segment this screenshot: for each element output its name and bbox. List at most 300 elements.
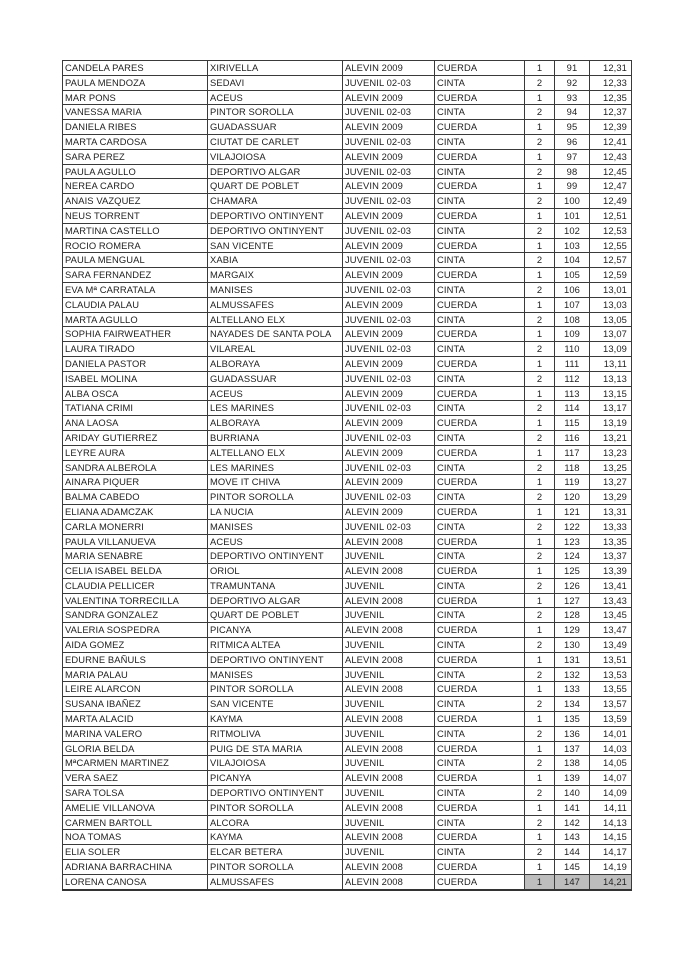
group-cell: 1 <box>525 327 555 342</box>
order-number-cell: 105 <box>555 268 590 283</box>
time-cell: 13,23 <box>590 445 632 460</box>
order-number-cell: 126 <box>555 578 590 593</box>
table-row <box>63 667 632 682</box>
category-cell: ALEVIN 2009 <box>343 445 435 460</box>
table-row <box>63 741 632 756</box>
category-cell: ALEVIN 2008 <box>343 682 435 697</box>
apparatus-cell: CINTA <box>435 194 525 209</box>
apparatus-cell: CUERDA <box>435 771 525 786</box>
apparatus-cell: CUERDA <box>435 416 525 431</box>
club-cell: KAYMA <box>208 712 343 727</box>
gymnast-name-cell: LEYRE AURA <box>63 445 208 460</box>
table-row <box>63 179 632 194</box>
club-cell: ACEUS <box>208 90 343 105</box>
table-row <box>63 208 632 223</box>
gymnast-name-cell: LORENA CANOSA <box>63 874 208 889</box>
group-cell: 1 <box>525 800 555 815</box>
gymnast-name-cell: MARIA PALAU <box>63 667 208 682</box>
group-cell: 1 <box>525 90 555 105</box>
time-cell: 14,17 <box>590 845 632 860</box>
order-number-cell: 121 <box>555 504 590 519</box>
group-cell: 2 <box>525 253 555 268</box>
club-cell: ACEUS <box>208 386 343 401</box>
group-cell: 1 <box>525 61 555 76</box>
category-cell: JUVENIL 02-03 <box>343 194 435 209</box>
time-cell: 13,47 <box>590 623 632 638</box>
time-cell: 13,29 <box>590 490 632 505</box>
apparatus-cell: CUERDA <box>435 682 525 697</box>
apparatus-cell: CINTA <box>435 134 525 149</box>
gymnast-name-cell: ELIA SOLER <box>63 845 208 860</box>
apparatus-cell: CINTA <box>435 726 525 741</box>
club-cell: ACEUS <box>208 534 343 549</box>
table-row <box>63 105 632 120</box>
order-number-cell: 94 <box>555 105 590 120</box>
apparatus-cell: CINTA <box>435 401 525 416</box>
apparatus-cell: CINTA <box>435 578 525 593</box>
table-row <box>63 194 632 209</box>
time-cell: 13,11 <box>590 356 632 371</box>
apparatus-cell: CUERDA <box>435 386 525 401</box>
order-number-cell: 113 <box>555 386 590 401</box>
category-cell: JUVENIL 02-03 <box>343 75 435 90</box>
time-cell: 13,03 <box>590 297 632 312</box>
gymnast-name-cell: NEREA CARDO <box>63 179 208 194</box>
order-number-cell: 143 <box>555 830 590 845</box>
club-cell: PINTOR SOROLLA <box>208 682 343 697</box>
table-row <box>63 134 632 149</box>
order-number-cell: 119 <box>555 475 590 490</box>
category-cell: JUVENIL <box>343 638 435 653</box>
apparatus-cell: CINTA <box>435 549 525 564</box>
apparatus-cell: CINTA <box>435 519 525 534</box>
club-cell: ORIOL <box>208 564 343 579</box>
table-row <box>63 401 632 416</box>
order-number-cell: 116 <box>555 430 590 445</box>
gymnast-name-cell: NEUS TORRENT <box>63 208 208 223</box>
apparatus-cell: CUERDA <box>435 90 525 105</box>
category-cell: ALEVIN 2008 <box>343 800 435 815</box>
group-cell: 2 <box>525 460 555 475</box>
category-cell: ALEVIN 2008 <box>343 771 435 786</box>
category-cell: ALEVIN 2009 <box>343 208 435 223</box>
club-cell: ALBORAYA <box>208 416 343 431</box>
apparatus-cell: CUERDA <box>435 238 525 253</box>
group-cell: 2 <box>525 342 555 357</box>
group-cell: 2 <box>525 371 555 386</box>
gymnast-name-cell: CARLA MONERRI <box>63 519 208 534</box>
time-cell: 12,45 <box>590 164 632 179</box>
category-cell: JUVENIL <box>343 815 435 830</box>
club-cell: CIUTAT DE CARLET <box>208 134 343 149</box>
time-cell: 14,19 <box>590 860 632 875</box>
category-cell: JUVENIL <box>343 786 435 801</box>
order-number-cell: 147 <box>555 874 590 889</box>
category-cell: ALEVIN 2008 <box>343 741 435 756</box>
table-row <box>63 75 632 90</box>
order-number-cell: 112 <box>555 371 590 386</box>
order-number-cell: 145 <box>555 860 590 875</box>
club-cell: DEPORTIVO ONTINYENT <box>208 208 343 223</box>
category-cell: ALEVIN 2008 <box>343 652 435 667</box>
club-cell: MANISES <box>208 519 343 534</box>
gymnast-name-cell: MARTA ALACID <box>63 712 208 727</box>
gymnast-name-cell: SARA FERNANDEZ <box>63 268 208 283</box>
group-cell: 2 <box>525 815 555 830</box>
gymnast-name-cell: VALENTINA TORRECILLA <box>63 593 208 608</box>
time-cell: 13,25 <box>590 460 632 475</box>
table-row <box>63 61 632 76</box>
time-cell: 12,57 <box>590 253 632 268</box>
time-cell: 13,31 <box>590 504 632 519</box>
club-cell: ALTELLANO ELX <box>208 445 343 460</box>
table-row <box>63 860 632 875</box>
time-cell: 13,41 <box>590 578 632 593</box>
club-cell: PICANYA <box>208 623 343 638</box>
time-cell: 13,57 <box>590 697 632 712</box>
club-cell: XABIA <box>208 253 343 268</box>
category-cell: ALEVIN 2008 <box>343 623 435 638</box>
club-cell: DEPORTIVO ONTINYENT <box>208 786 343 801</box>
gymnast-name-cell: MARINA VALERO <box>63 726 208 741</box>
category-cell: JUVENIL 02-03 <box>343 282 435 297</box>
time-cell: 12,37 <box>590 105 632 120</box>
table-row <box>63 253 632 268</box>
category-cell: ALEVIN 2009 <box>343 327 435 342</box>
club-cell: PINTOR SOROLLA <box>208 105 343 120</box>
category-cell: ALEVIN 2009 <box>343 149 435 164</box>
group-cell: 1 <box>525 682 555 697</box>
table-row <box>63 297 632 312</box>
table-row <box>63 682 632 697</box>
club-cell: PINTOR SOROLLA <box>208 490 343 505</box>
order-number-cell: 141 <box>555 800 590 815</box>
table-row <box>63 830 632 845</box>
apparatus-cell: CUERDA <box>435 652 525 667</box>
gymnast-name-cell: MARIA SENABRE <box>63 549 208 564</box>
order-number-cell: 106 <box>555 282 590 297</box>
gymnast-name-cell: ADRIANA BARRACHINA <box>63 860 208 875</box>
order-number-cell: 133 <box>555 682 590 697</box>
table-row <box>63 342 632 357</box>
apparatus-cell: CINTA <box>435 845 525 860</box>
gymnast-name-cell: VANESSA MARIA <box>63 105 208 120</box>
category-cell: ALEVIN 2009 <box>343 416 435 431</box>
time-cell: 14,09 <box>590 786 632 801</box>
apparatus-cell: CINTA <box>435 697 525 712</box>
gymnast-name-cell: MARTA CARDOSA <box>63 134 208 149</box>
apparatus-cell: CINTA <box>435 815 525 830</box>
group-cell: 2 <box>525 312 555 327</box>
gymnast-name-cell: SANDRA ALBEROLA <box>63 460 208 475</box>
table-row <box>63 534 632 549</box>
group-cell: 1 <box>525 238 555 253</box>
apparatus-cell: CINTA <box>435 460 525 475</box>
group-cell: 2 <box>525 549 555 564</box>
gymnast-name-cell: MAR PONS <box>63 90 208 105</box>
time-cell: 13,43 <box>590 593 632 608</box>
schedule-table-body <box>63 61 632 890</box>
club-cell: VILAJOIOSA <box>208 756 343 771</box>
order-number-cell: 110 <box>555 342 590 357</box>
time-cell: 13,01 <box>590 282 632 297</box>
club-cell: PINTOR SOROLLA <box>208 860 343 875</box>
apparatus-cell: CUERDA <box>435 208 525 223</box>
table-row <box>63 786 632 801</box>
time-cell: 12,41 <box>590 134 632 149</box>
time-cell: 13,49 <box>590 638 632 653</box>
gymnast-name-cell: ROCIO ROMERA <box>63 238 208 253</box>
order-number-cell: 115 <box>555 416 590 431</box>
table-row <box>63 312 632 327</box>
gymnast-name-cell: ANAIS VAZQUEZ <box>63 194 208 209</box>
apparatus-cell: CINTA <box>435 312 525 327</box>
club-cell: RITMICA ALTEA <box>208 638 343 653</box>
gymnast-name-cell: SANDRA GONZALEZ <box>63 608 208 623</box>
group-cell: 1 <box>525 874 555 889</box>
club-cell: MARGAIX <box>208 268 343 283</box>
gymnast-name-cell: ALBA OSCA <box>63 386 208 401</box>
category-cell: JUVENIL 02-03 <box>343 401 435 416</box>
apparatus-cell: CUERDA <box>435 800 525 815</box>
club-cell: QUART DE POBLET <box>208 608 343 623</box>
gymnast-name-cell: PAULA MENGUAL <box>63 253 208 268</box>
group-cell: 1 <box>525 860 555 875</box>
order-number-cell: 136 <box>555 726 590 741</box>
table-row <box>63 356 632 371</box>
time-cell: 14,03 <box>590 741 632 756</box>
gymnast-name-cell: CARMEN BARTOLL <box>63 815 208 830</box>
table-row <box>63 815 632 830</box>
apparatus-cell: CUERDA <box>435 874 525 889</box>
category-cell: ALEVIN 2009 <box>343 475 435 490</box>
club-cell: DEPORTIVO ALGAR <box>208 593 343 608</box>
time-cell: 13,55 <box>590 682 632 697</box>
group-cell: 1 <box>525 712 555 727</box>
table-row <box>63 238 632 253</box>
gymnast-name-cell: SUSANA IBAÑEZ <box>63 697 208 712</box>
club-cell: ALMUSSAFES <box>208 874 343 889</box>
gymnast-name-cell: MARTA AGULLO <box>63 312 208 327</box>
order-number-cell: 95 <box>555 120 590 135</box>
club-cell: SAN VICENTE <box>208 238 343 253</box>
time-cell: 12,51 <box>590 208 632 223</box>
apparatus-cell: CINTA <box>435 371 525 386</box>
table-row <box>63 638 632 653</box>
category-cell: JUVENIL <box>343 667 435 682</box>
table-row <box>63 712 632 727</box>
group-cell: 2 <box>525 638 555 653</box>
group-cell: 2 <box>525 401 555 416</box>
gymnast-name-cell: PAULA MENDOZA <box>63 75 208 90</box>
apparatus-cell: CINTA <box>435 164 525 179</box>
group-cell: 1 <box>525 445 555 460</box>
apparatus-cell: CINTA <box>435 75 525 90</box>
group-cell: 2 <box>525 697 555 712</box>
category-cell: ALEVIN 2009 <box>343 297 435 312</box>
time-cell: 13,39 <box>590 564 632 579</box>
order-number-cell: 114 <box>555 401 590 416</box>
order-number-cell: 117 <box>555 445 590 460</box>
club-cell: ELCAR BETERA <box>208 845 343 860</box>
time-cell: 14,15 <box>590 830 632 845</box>
gymnast-name-cell: CLAUDIA PALAU <box>63 297 208 312</box>
group-cell: 1 <box>525 741 555 756</box>
group-cell: 2 <box>525 845 555 860</box>
club-cell: PICANYA <box>208 771 343 786</box>
time-cell: 13,35 <box>590 534 632 549</box>
category-cell: ALEVIN 2008 <box>343 593 435 608</box>
time-cell: 13,37 <box>590 549 632 564</box>
gymnast-name-cell: SOPHIA FAIRWEATHER <box>63 327 208 342</box>
apparatus-cell: CUERDA <box>435 297 525 312</box>
group-cell: 1 <box>525 208 555 223</box>
apparatus-cell: CINTA <box>435 638 525 653</box>
group-cell: 2 <box>525 786 555 801</box>
time-cell: 12,59 <box>590 268 632 283</box>
gymnast-name-cell: GLORIA BELDA <box>63 741 208 756</box>
table-row <box>63 430 632 445</box>
table-row <box>63 800 632 815</box>
gymnast-name-cell: AMELIE VILLANOVA <box>63 800 208 815</box>
club-cell: VILAREAL <box>208 342 343 357</box>
table-row <box>63 90 632 105</box>
order-number-cell: 111 <box>555 356 590 371</box>
gymnast-name-cell: CELIA ISABEL BELDA <box>63 564 208 579</box>
gymnast-name-cell: NOA TOMAS <box>63 830 208 845</box>
category-cell: JUVENIL 02-03 <box>343 105 435 120</box>
order-number-cell: 124 <box>555 549 590 564</box>
apparatus-cell: CINTA <box>435 282 525 297</box>
order-number-cell: 97 <box>555 149 590 164</box>
table-row <box>63 697 632 712</box>
category-cell: JUVENIL 02-03 <box>343 342 435 357</box>
order-number-cell: 118 <box>555 460 590 475</box>
order-number-cell: 104 <box>555 253 590 268</box>
gymnast-name-cell: AIDA GOMEZ <box>63 638 208 653</box>
category-cell: ALEVIN 2009 <box>343 120 435 135</box>
gymnast-name-cell: BALMA CABEDO <box>63 490 208 505</box>
category-cell: ALEVIN 2009 <box>343 179 435 194</box>
group-cell: 2 <box>525 282 555 297</box>
club-cell: XIRIVELLA <box>208 61 343 76</box>
apparatus-cell: CINTA <box>435 490 525 505</box>
table-row <box>63 756 632 771</box>
table-row <box>63 608 632 623</box>
apparatus-cell: CUERDA <box>435 149 525 164</box>
category-cell: JUVENIL 02-03 <box>343 490 435 505</box>
apparatus-cell: CINTA <box>435 608 525 623</box>
group-cell: 2 <box>525 667 555 682</box>
category-cell: JUVENIL 02-03 <box>343 430 435 445</box>
club-cell: LES MARINES <box>208 401 343 416</box>
club-cell: PUIG DE STA MARIA <box>208 741 343 756</box>
table-row <box>63 120 632 135</box>
club-cell: ALBORAYA <box>208 356 343 371</box>
apparatus-cell: CUERDA <box>435 830 525 845</box>
gymnast-name-cell: ELIANA ADAMCZAK <box>63 504 208 519</box>
apparatus-cell: CINTA <box>435 253 525 268</box>
group-cell: 1 <box>525 475 555 490</box>
time-cell: 13,27 <box>590 475 632 490</box>
time-cell: 12,33 <box>590 75 632 90</box>
group-cell: 1 <box>525 386 555 401</box>
time-cell: 14,07 <box>590 771 632 786</box>
time-cell: 14,11 <box>590 800 632 815</box>
apparatus-cell: CUERDA <box>435 741 525 756</box>
group-cell: 2 <box>525 756 555 771</box>
apparatus-cell: CINTA <box>435 223 525 238</box>
gymnast-name-cell: MARTINA CASTELLO <box>63 223 208 238</box>
table-row <box>63 371 632 386</box>
table-row <box>63 593 632 608</box>
category-cell: ALEVIN 2009 <box>343 61 435 76</box>
time-cell: 12,43 <box>590 149 632 164</box>
order-number-cell: 98 <box>555 164 590 179</box>
order-number-cell: 108 <box>555 312 590 327</box>
category-cell: ALEVIN 2008 <box>343 830 435 845</box>
table-row <box>63 268 632 283</box>
category-cell: JUVENIL <box>343 845 435 860</box>
club-cell: ALMUSSAFES <box>208 297 343 312</box>
order-number-cell: 92 <box>555 75 590 90</box>
category-cell: ALEVIN 2008 <box>343 534 435 549</box>
table-row <box>63 771 632 786</box>
apparatus-cell: CUERDA <box>435 475 525 490</box>
time-cell: 13,19 <box>590 416 632 431</box>
category-cell: JUVENIL 02-03 <box>343 223 435 238</box>
gymnast-name-cell: VERA SAEZ <box>63 771 208 786</box>
group-cell: 2 <box>525 194 555 209</box>
gymnast-name-cell: CANDELA PARES <box>63 61 208 76</box>
club-cell: CHAMARA <box>208 194 343 209</box>
time-cell: 13,59 <box>590 712 632 727</box>
time-cell: 13,21 <box>590 430 632 445</box>
order-number-cell: 123 <box>555 534 590 549</box>
category-cell: JUVENIL <box>343 697 435 712</box>
order-number-cell: 140 <box>555 786 590 801</box>
gymnast-name-cell: TATIANA CRIMI <box>63 401 208 416</box>
category-cell: JUVENIL <box>343 549 435 564</box>
group-cell: 2 <box>525 134 555 149</box>
category-cell: JUVENIL 02-03 <box>343 253 435 268</box>
table-row <box>63 386 632 401</box>
order-number-cell: 93 <box>555 90 590 105</box>
gymnast-name-cell: PAULA AGULLO <box>63 164 208 179</box>
category-cell: ALEVIN 2009 <box>343 268 435 283</box>
category-cell: ALEVIN 2008 <box>343 860 435 875</box>
table-row <box>63 327 632 342</box>
time-cell: 13,07 <box>590 327 632 342</box>
order-number-cell: 103 <box>555 238 590 253</box>
club-cell: GUADASSUAR <box>208 371 343 386</box>
club-cell: ALCORA <box>208 815 343 830</box>
order-number-cell: 107 <box>555 297 590 312</box>
gymnast-name-cell: DANIELA RIBES <box>63 120 208 135</box>
order-number-cell: 122 <box>555 519 590 534</box>
group-cell: 1 <box>525 534 555 549</box>
apparatus-cell: CUERDA <box>435 327 525 342</box>
time-cell: 13,05 <box>590 312 632 327</box>
group-cell: 1 <box>525 652 555 667</box>
group-cell: 2 <box>525 578 555 593</box>
group-cell: 1 <box>525 504 555 519</box>
order-number-cell: 127 <box>555 593 590 608</box>
time-cell: 12,53 <box>590 223 632 238</box>
order-number-cell: 102 <box>555 223 590 238</box>
category-cell: JUVENIL 02-03 <box>343 312 435 327</box>
order-number-cell: 137 <box>555 741 590 756</box>
